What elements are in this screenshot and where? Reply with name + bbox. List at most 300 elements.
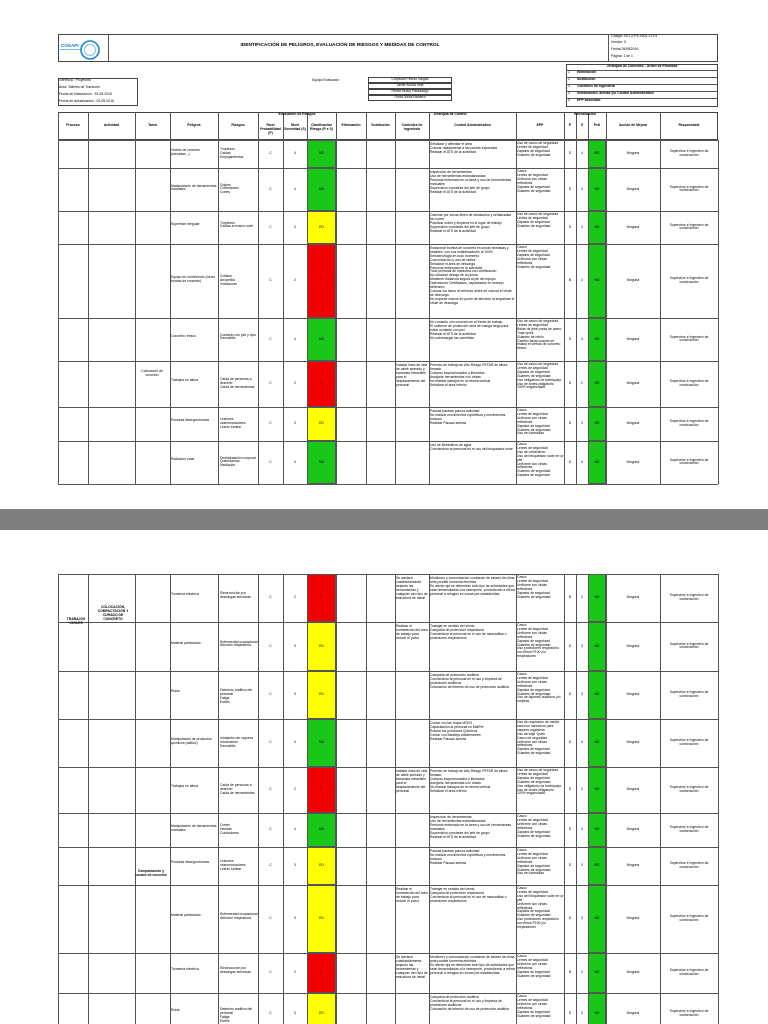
evaluator-name: Chryslian Pinedo Vargas bbox=[391, 77, 429, 81]
reeval-s: 3 bbox=[581, 421, 583, 425]
elimination-text: Se alertara cuadrantalmente, dejando las herramientas y cualquier otro tipo de estructura de metal bbox=[396, 955, 429, 979]
improvement-action: Ninguna bbox=[626, 1011, 640, 1015]
column-divider bbox=[588, 140, 589, 484]
responsible: Supervisor e Ingeniero de construcción bbox=[669, 738, 710, 746]
reeval-s: 4 bbox=[581, 151, 583, 155]
severity-value: 4 bbox=[294, 151, 296, 155]
probability-value: C bbox=[269, 643, 272, 648]
column-divider bbox=[258, 140, 259, 484]
column-divider bbox=[135, 574, 136, 1024]
column-divider bbox=[218, 140, 219, 484]
document-title: IDENTIFICACIÓN DE PELIGROS, EVALUACIÓN DE RIESGOS Y MEDIDAS DE CONTROL bbox=[240, 43, 440, 48]
row-divider bbox=[58, 719, 718, 720]
admin-control-text: Inspección de herramientas Uso de herramientas estandarizadas Personal entrenado en la tarea y uso de herramientas manuales Supervisión constante del jefe de grupo Realizar el ATS de la actividad bbox=[430, 170, 512, 194]
probability-value: C bbox=[269, 151, 272, 155]
row-divider bbox=[58, 318, 718, 319]
severity-value: 4 bbox=[294, 459, 296, 464]
responsible: Supervisor e Ingeniero de construcción bbox=[669, 222, 710, 231]
task-label: Trabajos en altura bbox=[171, 784, 199, 788]
activity-label-2a: COLOCACIÓN, COMPACTACIÓN Y CURADO DE CONCRETO bbox=[97, 605, 130, 621]
row-divider bbox=[58, 953, 718, 954]
task-label: Manipulación de productos químicos (aditivo) bbox=[171, 737, 213, 745]
responsible: Supervisor e Ingeniero de construcción bbox=[669, 149, 710, 157]
ppe-text: Uso de casco de seguridad Lentes de seguridad Zapatos de seguridad Guantes de seguridad Uso obligatorio de barbiquejo Uso de arnés obligatorio 100% enganchado bbox=[517, 362, 562, 390]
improvement-action: Ninguna bbox=[626, 827, 640, 831]
probability-value: C bbox=[269, 336, 272, 341]
column-header-p: P bbox=[568, 123, 572, 127]
hazard-text: Inhalación de vapores Intoxicación Dermatitis bbox=[220, 736, 254, 748]
severity-value: 4 bbox=[294, 186, 296, 191]
improvement-action: Ninguna bbox=[626, 336, 640, 341]
admin-control-text: Monitoreo y comunicación constante de estado de clima ante posible tormenta eléctrica En alerta roja se detendrán todo tipo de actividades que sean desarrolladas a la intemperie, procediendo a retirar personal a refugios en zonas pre-establecidas. bbox=[430, 576, 516, 596]
cosapi-logo-icon bbox=[60, 38, 104, 62]
probability-value: C bbox=[269, 595, 272, 599]
admin-control-text: Monitoreo y comunicación constante de estado de clima ante posible tormenta eléctrica En alerta roja se detendrán todo tipo de actividades que sean desarrolladas a la intemperie, procediendo a retirar personal a refugios en zonas pre-establecidas. bbox=[430, 955, 516, 975]
column-header-eliminacion: Eliminación bbox=[341, 123, 361, 127]
activity-label: Colocación de concreto bbox=[141, 369, 164, 377]
column-divider bbox=[307, 574, 308, 1024]
admin-control-text: Campaña de protección auditiva Concientizar al personal en el uso y limpieza de protectores auditivos Colocación de letreros de uso de protección auditiva bbox=[430, 673, 509, 689]
reeval-pxs: ND bbox=[594, 1011, 600, 1015]
ppe-text: Uso de casco de seguridad Lentes de seguridad Zapatos de seguridad Guantes de seguridad bbox=[517, 141, 559, 157]
reeval-s: 4 bbox=[581, 827, 583, 831]
risk-classification: ND bbox=[319, 336, 324, 341]
reeval-s: 4 bbox=[581, 459, 583, 464]
hazard-text: Electrocución por descargas eléctricas bbox=[220, 591, 251, 599]
admin-control-text: Inspección de herramientas Uso de herramientas estandarizadas Personal entrenado en la tarea y uso de herramientas manuales Supervisión constante del jefe de grupo Realizar el ATS de la actividad bbox=[430, 815, 512, 839]
reeval-pxs: ND bbox=[594, 336, 600, 341]
row-divider bbox=[58, 767, 718, 768]
column-header-sustitucion: Sustitución bbox=[371, 123, 390, 127]
fecha-actualizacion: Fecha de actualización : 02-09-2016 bbox=[59, 99, 114, 103]
responsible: Supervisor e Ingeniero de construcción bbox=[669, 593, 710, 601]
reeval-p: D bbox=[568, 336, 572, 341]
responsible: Supervisor e Ingeniero de construcción bbox=[669, 914, 710, 922]
evaluator-name: Javier Acosa Vela bbox=[396, 83, 424, 87]
probability-value: C bbox=[269, 224, 272, 229]
ppe-text: Casco Lentes de seguridad Zapatos de seguridad Uniforme con cintas reflectivas Guantes de seguridad bbox=[517, 245, 551, 269]
ppe-text: Uso de casco de seguridad Lentes de seguridad Zapatos de seguridad Guantes de seguridad Uso obligatorio de barbiquejo Uso de arnés obligatorio 100% enganchado bbox=[517, 768, 562, 796]
reeval-pxs: ND bbox=[594, 595, 600, 599]
task-label: Superficie irregular bbox=[171, 221, 200, 226]
probability-value: C bbox=[269, 186, 272, 191]
ppe-text: Casco Lentes de seguridad Uniforme con cintas reflectivas Zapatos de seguridad Guantes de seguridad bbox=[517, 169, 551, 193]
substitution-text: Realizar el humedecido del área de trabajo para reducir el polvo bbox=[396, 624, 429, 640]
hazard-text: Tropiezos Caídas al mismo nivel bbox=[220, 220, 254, 229]
responsible: Supervisor e Ingeniero de construcción bbox=[669, 334, 710, 343]
risk-classification: I bbox=[321, 787, 322, 791]
responsible: Supervisor e Ingeniero de construcción bbox=[669, 276, 710, 284]
doc-code: Código: SST-2-PS-0001-11-F4 bbox=[611, 34, 658, 38]
engineering-text: Instalar línea de vida de cable acerado y barandas retráctiles para el desplazamiento del personal bbox=[396, 769, 429, 793]
reeval-pxs: ND bbox=[594, 186, 600, 191]
probability-value: C bbox=[269, 459, 272, 464]
column-header-administrativo: Control Administrativo bbox=[454, 123, 491, 127]
risk-classification: ND bbox=[319, 186, 324, 191]
risk-classification: ED bbox=[319, 643, 324, 648]
improvement-action: Ninguna bbox=[626, 916, 640, 920]
improvement-action: Ninguna bbox=[626, 643, 640, 648]
column-divider bbox=[283, 140, 284, 484]
reeval-p: D bbox=[568, 643, 572, 648]
hierarchy-num: 5 bbox=[568, 98, 570, 102]
page-1 bbox=[0, 0, 768, 509]
ppe-text: Casco Lentes de seguridad Uniforme con cintas reflectivas Zapatos de seguridad Guantes de seguridad Uso de lumbalzas bbox=[517, 848, 551, 876]
column-divider bbox=[395, 574, 396, 1024]
ppe-text: Casco Lentes de seguridad Uniforme con cintas reflectivas Zapatos de seguridad Guantes de seguridad bbox=[517, 814, 551, 838]
column-divider bbox=[576, 140, 577, 484]
ppe-text: Casco Lentes de seguridad Uniforme con cintas reflectivas Zapatos de seguridad Guantes de seguridad bbox=[517, 575, 551, 599]
column-header-proceso: Proceso bbox=[66, 123, 80, 127]
evaluator-name: Omar Julius Naharro bbox=[394, 95, 426, 99]
row-divider bbox=[58, 484, 718, 485]
row-divider bbox=[58, 211, 718, 212]
ppe-text: Casco Lentes de seguridad Uniforme con cintas reflectivas Zapatos de seguridad Guantes de seguridad Uso de tapones auditivos y/o orejeras bbox=[517, 672, 561, 704]
hierarchy-num: 1 bbox=[568, 70, 570, 74]
task-label: Radiación solar bbox=[171, 456, 195, 461]
row-divider bbox=[58, 361, 718, 362]
row-divider bbox=[58, 993, 718, 994]
row-divider bbox=[58, 407, 718, 408]
risk-classification: ED bbox=[319, 421, 324, 425]
reeval-s: 2 bbox=[581, 787, 583, 791]
column-divider bbox=[429, 574, 430, 1024]
task-label: Posturas disergonómicas bbox=[171, 418, 210, 422]
risk-classification: I bbox=[321, 595, 322, 599]
risk-classification: ND bbox=[319, 151, 324, 155]
row-divider bbox=[58, 140, 718, 141]
reeval-p: D bbox=[568, 186, 572, 191]
reeval-s: 2 bbox=[581, 381, 583, 385]
reeval-s: 3 bbox=[581, 643, 583, 648]
severity-value: 4 bbox=[294, 740, 296, 744]
reeval-s: 3 bbox=[581, 916, 583, 920]
improvement-action: Ninguna bbox=[626, 421, 640, 425]
column-divider bbox=[660, 140, 661, 484]
hierarchy-label: Eliminación bbox=[577, 70, 597, 74]
reeval-pxs: ND bbox=[594, 692, 600, 696]
elimination-text: Se alertara cuadrantalmente, dejando las herramientas y cualquier otro tipo de estructura de metal bbox=[396, 576, 429, 600]
reeval-s: 4 bbox=[581, 336, 583, 341]
risk-classification: I bbox=[321, 278, 322, 282]
reeval-pxs: ND bbox=[594, 381, 600, 385]
task-label: Ruido bbox=[171, 689, 180, 693]
column-divider bbox=[336, 574, 337, 1024]
risk-classification: ED bbox=[319, 1011, 324, 1015]
severity-value: 3 bbox=[294, 916, 296, 920]
column-divider bbox=[576, 574, 577, 1024]
admin-control-text: Permiso de trabajo de Alto Riesgo PETAR de altura firmado Cuerpos inspeccionados y liberados Asegurar herramientas con drizas No realizar trabajos en la misma vertical Señalizar el área inferior bbox=[430, 363, 508, 387]
responsible: Supervisor e Ingeniero de construcción bbox=[669, 457, 710, 466]
column-header-nivel_sev: Nivel Severidad (S) bbox=[284, 123, 306, 131]
task-label: Tormenta eléctrica bbox=[171, 967, 199, 971]
row-divider bbox=[58, 244, 718, 245]
ppe-text: Uso de respirador de media cara con cartuchos para vapores orgánicos Uso de traje Tyvek Casco de seguridad Uniforme con cintas reflectivas Zapatos de seguridad Guantes de seguridad bbox=[517, 720, 559, 756]
reeval-p: D bbox=[568, 459, 572, 464]
equipo-evaluador-label: Equipo Evaluador : bbox=[312, 78, 341, 82]
improvement-action: Ninguna bbox=[626, 740, 640, 744]
hierarchy-title: Jerarquía de Controles - Orden de Prioridad bbox=[606, 64, 678, 68]
severity-value: 3 bbox=[294, 1011, 296, 1015]
column-header-tarea: Tarea bbox=[148, 123, 157, 127]
reeval-s: 4 bbox=[581, 740, 583, 744]
reeval-pxs: ND bbox=[594, 421, 600, 425]
task-label: Equipo en movimiento (mixer, bomba de concreto) bbox=[171, 275, 217, 283]
reeval-p: D bbox=[568, 421, 572, 425]
admin-control-text: Campaña de protección auditiva Concientizar al personal en el uso y limpieza de protectores auditivos Colocación de letreros de uso de protección auditiva bbox=[430, 995, 509, 1011]
hierarchy-label: Controles de Ingeniería bbox=[577, 84, 615, 88]
risk-classification: I bbox=[321, 970, 322, 974]
probability-value: C bbox=[269, 740, 272, 744]
hazard-text: Tropiezos Caídas Empujamientos bbox=[220, 147, 244, 159]
task-label: Tormenta eléctrica bbox=[171, 592, 199, 596]
task-label: Concreto: fresco bbox=[171, 333, 196, 338]
reeval-pxs: ND bbox=[594, 740, 600, 744]
column-divider bbox=[218, 574, 219, 1024]
hazard-text: Colisión Atropellos Volcaduras bbox=[220, 274, 237, 286]
reeval-s: 2 bbox=[581, 970, 583, 974]
reeval-pxs: ND bbox=[594, 787, 600, 791]
probability-value: C bbox=[269, 421, 272, 425]
column-header-peligros: Peligros bbox=[187, 123, 201, 127]
probability-value: C bbox=[269, 1011, 272, 1015]
column-divider bbox=[718, 574, 719, 1024]
hazard-text: Deshidratación corporal Quemaduras Insolación bbox=[220, 455, 256, 468]
engineering-text: Instalar línea de vida de cable acerado y barandas retráctiles para el desplazamiento del personal bbox=[396, 363, 429, 387]
hazard-text: Deterioro auditivo del personal Fatiga Estrés bbox=[220, 688, 253, 704]
task-label: Posturas disergonómicas bbox=[171, 860, 210, 864]
reeval-pxs: ND bbox=[594, 970, 600, 974]
column-header-epp: EPP bbox=[536, 123, 544, 127]
hierarchy-num: 2 bbox=[568, 77, 570, 81]
reeval-p: D bbox=[568, 381, 572, 385]
column-divider bbox=[606, 140, 607, 484]
column-header-nivel_prob: Nivel Probabilidad (P) bbox=[260, 123, 282, 135]
probability-value: C bbox=[269, 692, 272, 696]
column-divider bbox=[588, 574, 589, 1024]
column-divider bbox=[606, 574, 607, 1024]
reeval-p: B bbox=[568, 970, 572, 974]
reeval-p: D bbox=[568, 787, 572, 791]
severity-value: 3 bbox=[294, 224, 296, 229]
column-divider bbox=[564, 140, 565, 484]
column-divider bbox=[395, 140, 396, 484]
improvement-action: Ninguna bbox=[626, 863, 640, 867]
severity-value: 3 bbox=[294, 643, 296, 648]
reeval-p: D bbox=[568, 863, 572, 867]
probability-value: C bbox=[269, 863, 272, 867]
hazard-text: Deterioro auditivo del personal Fatiga Estrés bbox=[220, 1007, 253, 1023]
risk-classification: ND bbox=[319, 459, 324, 464]
reeval-s: 3 bbox=[581, 224, 583, 229]
doc-version: Versión: 0 bbox=[611, 40, 627, 44]
column-header-pxs: PxS bbox=[593, 123, 601, 127]
improvement-action: Ninguna bbox=[626, 186, 640, 191]
task-label: Ruido bbox=[171, 1008, 180, 1012]
risk-classification: ND bbox=[319, 740, 324, 744]
column-header-jerarquia: Jerarquía de Control bbox=[433, 112, 467, 116]
responsible: Supervisor e Ingeniero de construcción bbox=[669, 379, 710, 387]
task-label: Material particulado bbox=[171, 640, 201, 645]
gerencia: Gerencia : Proyectos bbox=[59, 78, 91, 82]
probability-value: C bbox=[269, 278, 272, 282]
ppe-text: Casco Lentes de seguridad Uniforme con cintas reflectivas Zapatos de seguridad Guantes de seguridad Uso de lumbalzas bbox=[517, 408, 551, 436]
admin-control-text: Contar con las Hojas MSDS Capacitación al personal en MatPel Rotular los productos Químicos Contar con Bandeja antiderrames Realizar Pausas activas bbox=[430, 721, 484, 741]
column-divider bbox=[258, 574, 259, 1024]
risk-classification: ED bbox=[319, 692, 324, 696]
severity-value: 2 bbox=[294, 595, 296, 599]
row-divider bbox=[58, 622, 718, 623]
column-header-clasif: Clasificación Riesgo (P x S) bbox=[310, 123, 333, 131]
hazard-text: Enfermedad ocupacional Afección respiratoria bbox=[220, 912, 258, 920]
column-header-ingenieria: Controles de Ingeniería bbox=[401, 123, 424, 131]
admin-control-text: Trabajar en sentido del viento Campaña de protección respiratoria Concientizar al personal en el uso de mascarillas o protectores respiratorios bbox=[430, 624, 507, 640]
admin-control-text: Pausas pasivas para la actividad No realizar movimientos repetitivos y movimientos bruscos Realizar Pausas activas bbox=[430, 849, 506, 865]
logo-text: COSAPI bbox=[61, 43, 79, 48]
row-divider bbox=[58, 671, 718, 672]
reeval-s: 4 bbox=[581, 186, 583, 191]
row-divider bbox=[58, 441, 718, 442]
substitution-text: Realizar el humedecido del área de trabajo para reducir el polvo bbox=[396, 887, 429, 903]
responsible: Supervisor e Ingeniero de construcción bbox=[669, 825, 710, 833]
probability-value: C bbox=[269, 827, 272, 831]
severity-value: 4 bbox=[294, 336, 296, 341]
column-divider bbox=[170, 140, 171, 484]
column-header-riesgos: Riesgos bbox=[231, 123, 245, 127]
evaluator-name: Renzo Bravo Paradazgo bbox=[391, 89, 429, 93]
column-divider bbox=[88, 140, 89, 484]
page-2 bbox=[0, 530, 768, 1024]
ppe-text: Casco Lentes de seguridad Uniforme con cintas reflectivas Zapatos de seguridad Guantes de seguridad bbox=[517, 954, 551, 978]
column-divider bbox=[429, 140, 430, 484]
row-divider bbox=[58, 847, 718, 848]
severity-value: 3 bbox=[294, 863, 296, 867]
hazard-text: Caída de personas a desnivel Caída de herramientas bbox=[220, 377, 255, 389]
reeval-s: 3 bbox=[581, 1011, 583, 1015]
column-divider bbox=[307, 140, 308, 484]
responsible: Supervisor e Ingeniero de construcción bbox=[669, 184, 710, 193]
hierarchy-num: 3 bbox=[568, 84, 570, 88]
reeval-p: B bbox=[568, 278, 572, 282]
reeval-p: D bbox=[568, 916, 572, 920]
improvement-action: Ninguna bbox=[626, 787, 640, 791]
responsible: Supervisor e Ingeniero de construcción bbox=[669, 690, 710, 698]
reeval-p: D bbox=[568, 1011, 572, 1015]
probability-value: C bbox=[269, 381, 272, 385]
hazard-text: Contacto con piel y ojos Dermatitis bbox=[220, 332, 256, 341]
reeval-s: 2 bbox=[581, 595, 583, 599]
reeval-p: D bbox=[568, 827, 572, 831]
reeval-p: B bbox=[568, 595, 572, 599]
column-header-actividad: Actividad bbox=[103, 123, 120, 127]
severity-value: 4 bbox=[294, 827, 296, 831]
responsible: Supervisor e Ingeniero de construcción bbox=[669, 861, 710, 869]
column-divider bbox=[564, 574, 565, 1024]
reeval-pxs: ND bbox=[594, 224, 600, 229]
improvement-action: Ninguna bbox=[626, 595, 640, 599]
risk-classification: ED bbox=[319, 863, 324, 867]
column-divider bbox=[718, 140, 719, 484]
column-divider bbox=[660, 574, 661, 1024]
process-label: TRABAJOS CIVILES bbox=[66, 617, 87, 625]
activity-label-2b: Compactación y curado de concreto bbox=[135, 869, 167, 877]
responsible: Supervisor e Ingeniero de construcción bbox=[669, 1009, 710, 1017]
risk-classification-cell bbox=[307, 993, 336, 1024]
hazard-text: Lesiones osteomusculares Lesión lumbar bbox=[220, 859, 246, 871]
hazard-text: Enfermedad ocupacional Afección respiratoria bbox=[220, 639, 258, 648]
reeval-s: 3 bbox=[581, 863, 583, 867]
column-divider bbox=[88, 574, 89, 1024]
task-label: Vertido de concreto (elevadas...) bbox=[171, 148, 202, 156]
reeval-p: D bbox=[568, 151, 572, 155]
ppe-text: Casco Lentes de seguridad Uso de cortaviento Uso del bloqueador solar en la piel Uniforme con cintas reflectivas Guantes de seguridad Zapatos de seguridad bbox=[517, 442, 563, 478]
improvement-action: Ninguna bbox=[626, 970, 640, 974]
column-divider bbox=[366, 574, 367, 1024]
reeval-pxs: ND bbox=[594, 863, 600, 867]
column-divider bbox=[366, 140, 367, 484]
hazard-text: Golpes Contusiones Cortes bbox=[220, 182, 239, 195]
row-divider bbox=[58, 813, 718, 814]
hazard-text: Lesiones osteomusculares Lesión lumbar bbox=[220, 417, 246, 429]
task-label: Manipulación de herramientas manuales bbox=[171, 824, 218, 832]
ppe-text: Casco Lentes de seguridad Uso del bloqueador solar en la piel Uniforme con cintas reflectivas Zapatos de seguridad Guantes de seguridad Uso protectores respiratorio con filtros P100 y/o respiradores bbox=[517, 886, 563, 930]
row-divider bbox=[58, 168, 718, 169]
reeval-pxs: ND bbox=[594, 916, 600, 920]
column-divider bbox=[58, 140, 59, 484]
improvement-action: Ninguna bbox=[626, 224, 640, 229]
improvement-action: Ninguna bbox=[626, 692, 640, 696]
hierarchy-label: EPP adecuado bbox=[577, 98, 601, 102]
severity-value: 3 bbox=[294, 692, 296, 696]
risk-classification: I bbox=[321, 381, 322, 385]
column-divider bbox=[283, 574, 284, 1024]
reeval-pxs: ND bbox=[594, 151, 600, 155]
reeval-pxs: ND bbox=[594, 827, 600, 831]
severity-value: 2 bbox=[294, 970, 296, 974]
task-label: Trabajos en altura bbox=[171, 378, 199, 382]
task-label: Material particulado bbox=[171, 913, 201, 917]
column-header-reevaluacion: Reevaluación bbox=[574, 112, 596, 116]
column-divider bbox=[135, 140, 136, 484]
row-divider bbox=[58, 574, 718, 575]
reeval-pxs: ND bbox=[594, 459, 600, 464]
reeval-p: D bbox=[568, 740, 572, 744]
column-divider bbox=[336, 140, 337, 484]
reeval-s: 3 bbox=[581, 692, 583, 696]
hierarchy-num: 4 bbox=[568, 91, 570, 95]
column-header-mejora: Acción de Mejora bbox=[618, 123, 648, 127]
responsible: Supervisor e Ingeniero de construcción bbox=[669, 785, 710, 793]
admin-control-text: Señalizar y delimitar el área Colocar rápidamente a las puntas expuestas Realizar el ATS de la actividad bbox=[430, 142, 498, 154]
area: Área: Talleres de Trazicone bbox=[59, 85, 101, 89]
column-divider bbox=[170, 574, 171, 1024]
column-header-s: S bbox=[580, 123, 584, 127]
hierarchy-label: Señalización, alertas y/o Control Administrativo bbox=[577, 91, 654, 95]
admin-control-text: Caminar por zonas libres de obstáculos y señalizadas No correr Practicar orden y limpieza en el lugar de trabajo Supervisión constante del jefe de grupo Realizar el ATS de la actividad bbox=[430, 213, 512, 233]
hazard-text: Caída de personas a desnivel Caída de herramientas bbox=[220, 783, 255, 795]
admin-control-text: Permiso de trabajo de Alto Riesgo PETAR de altura firmado Cuerpos inspeccionados y liberados Asegurar herramientas con drizas No realizar trabajos en la misma vertical Señalizar el área inferior bbox=[430, 769, 508, 793]
severity-value: 3 bbox=[294, 421, 296, 425]
risk-classification: ND bbox=[319, 827, 324, 831]
hazard-text: Cortes Heridas Contusiones bbox=[220, 823, 239, 835]
reeval-pxs: ND bbox=[594, 643, 600, 648]
doc-date: Fecha:26/08/2016 bbox=[611, 47, 639, 51]
column-divider bbox=[516, 140, 517, 484]
severity-value: 2 bbox=[294, 787, 296, 791]
severity-value: 2 bbox=[294, 381, 296, 385]
column-header-responsable: Responsable bbox=[678, 123, 700, 127]
ppe-text: Uso de casco de seguridad Lentes de seguridad Zapatos de seguridad Guantes de seguridad bbox=[517, 212, 559, 228]
